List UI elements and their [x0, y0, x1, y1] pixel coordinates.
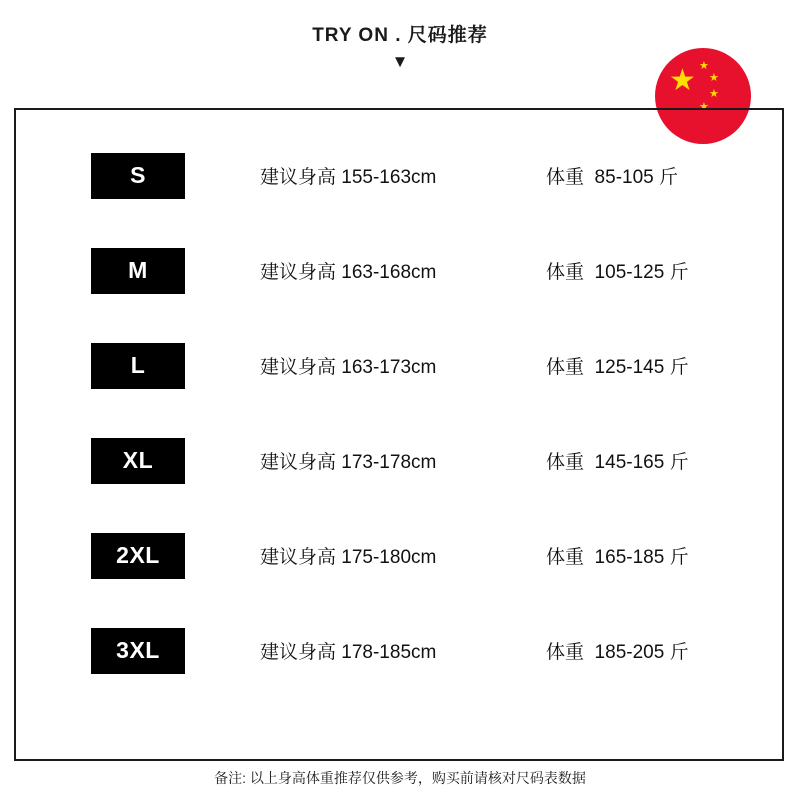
size-badge: M	[91, 248, 185, 294]
flag-star-small-3: ★	[709, 87, 719, 100]
weight-recommendation: 体重 165-185 斤	[546, 547, 689, 568]
weight-recommendation: 体重 125-145 斤	[546, 357, 689, 378]
footnote: 备注: 以上身高体重推荐仅供参考，购买前请核对尺码表数据	[214, 770, 586, 786]
size-badge: L	[91, 343, 185, 389]
size-badge: 3XL	[91, 628, 185, 674]
size-table	[14, 108, 784, 761]
flag-star-small-2: ★	[709, 71, 719, 84]
flag-star-small-1: ★	[699, 59, 709, 72]
flag-star-large: ★	[669, 63, 696, 98]
flag-star-small-4: ★	[699, 100, 709, 113]
table-row	[16, 338, 782, 393]
table-row	[16, 528, 782, 583]
page-title: TRY ON . 尺码推荐	[312, 25, 488, 46]
size-table-rows	[16, 110, 782, 678]
size-badge: 2XL	[91, 533, 185, 579]
table-row	[16, 243, 782, 298]
height-recommendation: 建议身高 178-185cm	[260, 642, 437, 663]
height-recommendation: 建议身高 175-180cm	[260, 547, 437, 568]
table-row	[16, 433, 782, 488]
table-row	[16, 623, 782, 678]
size-badge: S	[91, 153, 185, 199]
table-row	[16, 148, 782, 203]
size-badge: XL	[91, 438, 185, 484]
height-recommendation: 建议身高 163-168cm	[260, 262, 437, 283]
height-recommendation: 建议身高 155-163cm	[260, 167, 437, 188]
weight-recommendation: 体重 185-205 斤	[546, 642, 689, 663]
chevron-down-icon: ▼	[391, 52, 409, 71]
weight-recommendation: 体重 105-125 斤	[546, 262, 689, 283]
weight-recommendation: 体重 145-165 斤	[546, 452, 689, 473]
height-recommendation: 建议身高 173-178cm	[260, 452, 437, 473]
weight-recommendation: 体重 85-105 斤	[546, 167, 678, 188]
height-recommendation: 建议身高 163-173cm	[260, 357, 437, 378]
